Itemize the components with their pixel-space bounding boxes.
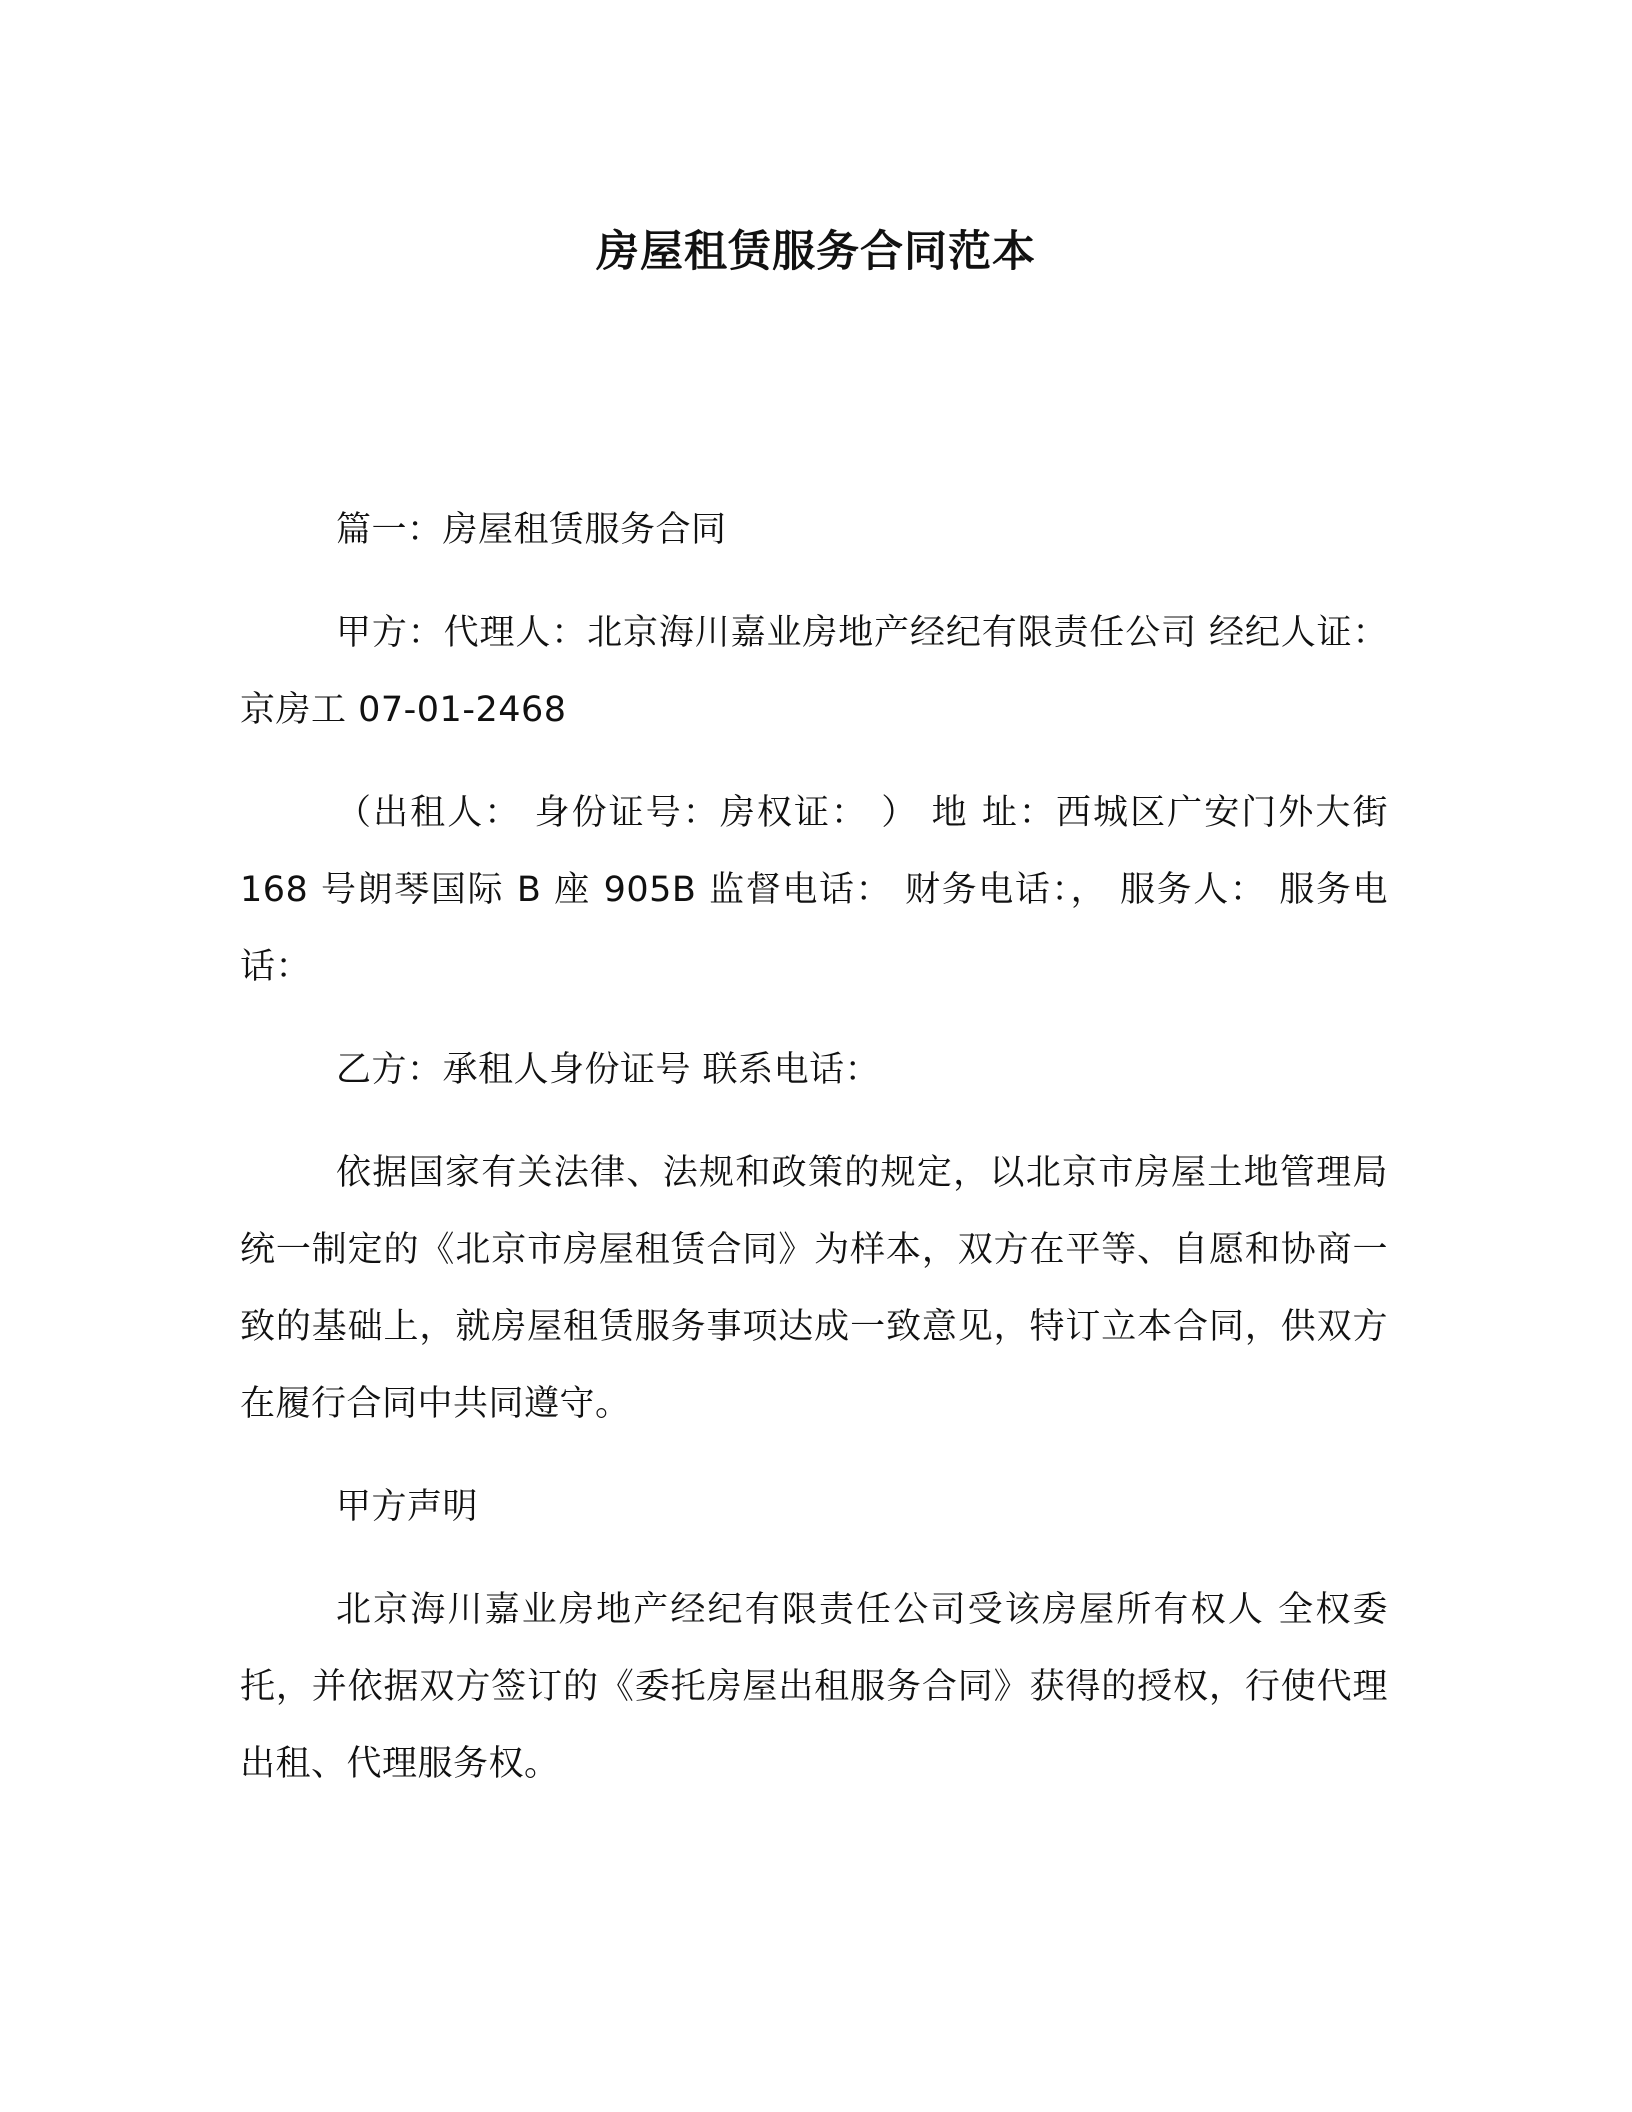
section-heading: 篇一：房屋租赁服务合同 [336, 510, 727, 550]
document-title: 房屋租赁服务合同范本 [596, 227, 1036, 277]
lessor-info-paragraph: （出租人： 身份证号：房权证： ） 地 址：西城区广安门外大街 168 号朗琴国际 B 座 905B 监督电话： 财务电话：， 服务人： 服务电话： [240, 793, 1388, 987]
document-body [240, 492, 1388, 1829]
party-a-paragraph: 甲方：代理人：北京海川嘉业房地产经纪有限责任公司 经纪人证：京房工 07-01-2468 [240, 613, 1388, 730]
authorization-paragraph: 北京海川嘉业房地产经纪有限责任公司受该房屋所有权人 全权委托，并依据双方签订的《委托房屋出租服务合同》获得的授权，行使代理出租、代理服务权。 [240, 1590, 1388, 1784]
party-b-paragraph: 乙方：承租人身份证号 联系电话： [336, 1050, 881, 1090]
party-a-statement-heading: 甲方声明 [336, 1487, 479, 1527]
preamble-paragraph: 依据国家有关法律、法规和政策的规定，以北京市房屋土地管理局统一制定的《北京市房屋租赁合同》为样本，双方在平等、自愿和协商一致的基础上，就房屋租赁服务事项达成一致意见，特订立本合同，供双方在履行合同中共同遵守。 [240, 1153, 1388, 1424]
